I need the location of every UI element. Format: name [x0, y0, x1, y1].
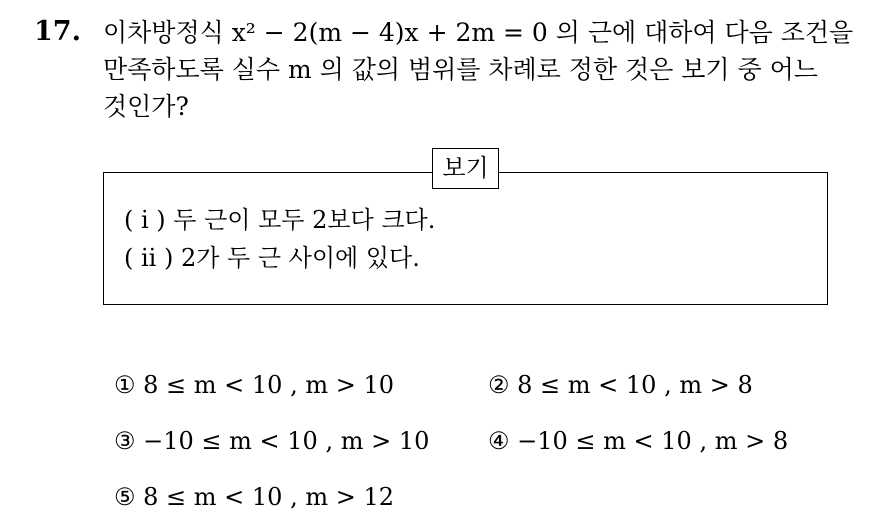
bogi-conditions [124, 201, 435, 277]
question-stem [103, 14, 873, 125]
condition-i: ( i ) 두 근이 모두 2보다 크다. [124, 206, 436, 234]
question-number: 17. [34, 16, 81, 47]
choice-5[interactable]: ⑤ 8 ≤ m < 10 , m > 12 [114, 483, 394, 511]
condition-ii: ( ii ) 2가 두 근 사이에 있다. [124, 244, 420, 272]
question-stem-line: 이차방정식 x² − 2(m − 4)x + 2m = 0 의 근에 대하여 다음 조건을 [103, 18, 854, 47]
question-stem-line: 것인가? [103, 92, 189, 121]
choice-3[interactable]: ③ −10 ≤ m < 10 , m > 10 [114, 427, 430, 455]
question-stem-line: 만족하도록 실수 m 의 값의 범위를 차례로 정한 것은 보기 중 어느 [103, 55, 818, 84]
choice-4[interactable]: ④ −10 ≤ m < 10 , m > 8 [488, 427, 789, 455]
bogi-box [103, 154, 828, 305]
choice-1[interactable]: ① 8 ≤ m < 10 , m > 10 [114, 371, 394, 399]
choice-2[interactable]: ② 8 ≤ m < 10 , m > 8 [488, 371, 753, 399]
bogi-title: 보기 [432, 148, 499, 189]
